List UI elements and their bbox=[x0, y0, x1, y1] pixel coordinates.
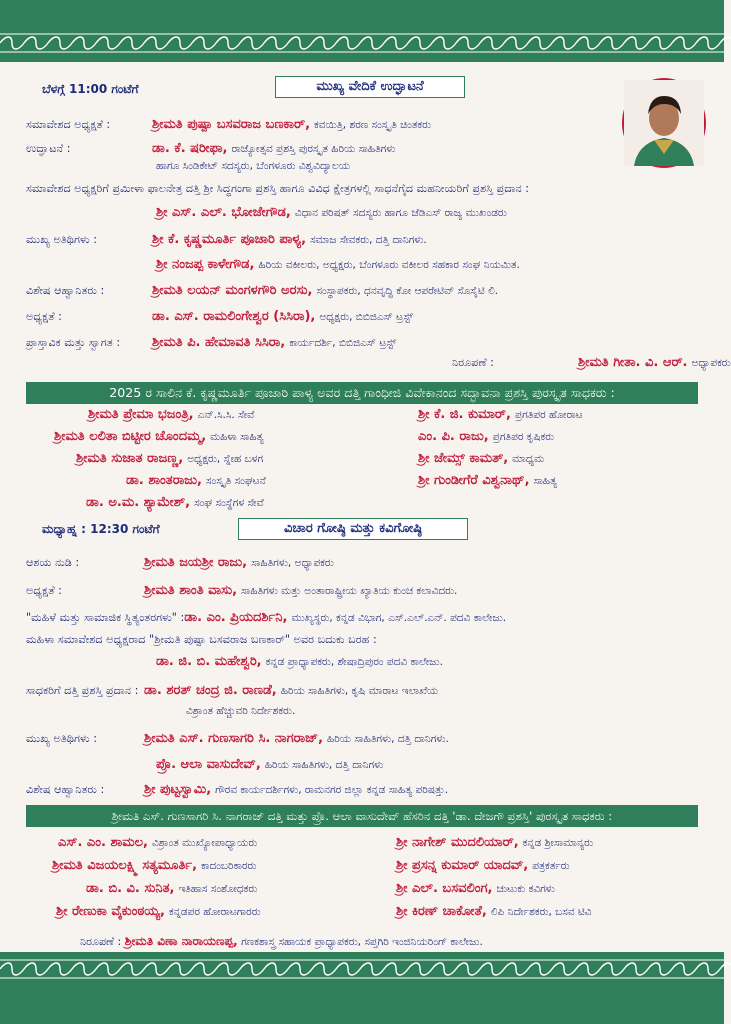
awardee-name: ಎಂ. ಪಿ. ರಾಜು, bbox=[418, 429, 489, 444]
row-label: ಮುಖ್ಯ ಅತಿಥಿಗಳು : bbox=[26, 732, 97, 745]
sec2-row bbox=[26, 632, 377, 648]
awardee-desc: ಮಾಧ್ಯಮ bbox=[512, 453, 545, 465]
awardee-desc: ಲಿಪಿ ನಿರ್ದೇಶಕರು, ಬಸವ ಟಿವಿ bbox=[490, 906, 592, 918]
awardee-name: ಶ್ರೀ ಎಲ್. ಬಸವಲಿಂಗ, bbox=[396, 881, 493, 896]
sec2-row bbox=[26, 583, 457, 599]
footer-name: ಶ್ರೀಮತಿ ವಿಣಾ ನಾರಾಯಣಪ್ಪ, bbox=[124, 934, 238, 948]
sec1-row bbox=[26, 257, 520, 273]
row-desc: ಹಿರಿಯ ವಕೀಲರು, ಅಧ್ಯಕ್ಷರು, ಬೆಂಗಳೂರು ವಕೀಲರ ಸಹಕಾರ ಸಂಘ ನಿಯಮಿತ. bbox=[258, 259, 520, 271]
awardee-name: ಶ್ರೀ ಗುಂಡೀಗೆರೆ ವಿಶ್ವನಾಥ್, bbox=[418, 473, 530, 488]
awardee-desc: ಸಾಹಿತ್ಯ bbox=[533, 475, 558, 487]
sec2-row bbox=[26, 555, 334, 571]
row-name: ಶ್ರೀ ಎಸ್. ಎಲ್. ಭೋಜೇಗೌಡ, bbox=[156, 205, 291, 220]
row-desc: ವಿಶ್ರಾಂತ ಹೆಚ್ಚುವರಿ ನಿರ್ದೇಶಕರು. bbox=[186, 705, 296, 717]
awardee-desc: ಸಂಘ ಸಂಸ್ಥೆಗಳ ಸೇವೆ bbox=[194, 497, 264, 509]
row-desc: ಹಿರಿಯ ಸಾಹಿತಿಗಳು, ದತ್ತಿ ದಾನಿಗಳು. bbox=[327, 733, 449, 745]
row-desc: ಸಂಸ್ಥಾಪಕರು, ಧನವೃದ್ಧಿ ಕೋ ಆಪರೇಟಿವ್ ಸೊಸೈಟಿ ಲಿ. bbox=[316, 285, 499, 297]
awardee-name: ಶ್ರೀಮತಿ ಲಲಿತಾ ಬಿಟ್ಟೀರ ಚೊಂದಮ್ಮ, bbox=[54, 429, 207, 444]
sec1-row bbox=[26, 309, 413, 325]
row-desc: ಕಾರ್ಯದರ್ಶಿ, ಬಿಬಿಜಿಎಸ್ ಟ್ರಸ್ಟ್ bbox=[289, 337, 397, 349]
row-desc: ಹಿರಿಯ ಸಾಹಿತಿಗಳು, ದತ್ತಿ ದಾನಿಗಳು bbox=[264, 759, 384, 771]
awardee-desc: ಕಾದಂಬರಿಕಾರರು bbox=[201, 860, 257, 872]
awardee-desc: ಕನ್ನಡ ಶ್ರೀಸಾಮಾನ್ಯರು bbox=[522, 837, 594, 849]
awardee-desc: ಕನ್ನಡಪರ ಹೋರಾಟಗಾರರು bbox=[168, 906, 261, 918]
row-desc: ಗೌರವ ಕಾರ್ಯದರ್ಶಿಗಳು, ರಾಮನಗರ ಜಿಲ್ಲಾ ಕನ್ನಡ ಸಾಹಿತ್ಯ ಪರಿಷತ್ತು. bbox=[215, 784, 449, 796]
sec1-row bbox=[26, 335, 396, 351]
row-label: ಉದ್ಘಾಟನೆ : bbox=[26, 142, 71, 155]
row-desc: ಅಧ್ಯಾಪಕರು bbox=[691, 357, 731, 369]
awardee-desc: ವಿಶ್ರಾಂತ ಮುಖ್ಯೋಪಾಧ್ಯಾಯರು bbox=[151, 837, 258, 849]
session2-heading: ವಿಚಾರ ಗೋಷ್ಠಿ ಮತ್ತು ಕವಿಗೋಷ್ಠಿ bbox=[238, 518, 468, 540]
awardee-name: ಡಾ. ಬಿ. ವಿ. ಸುನಿತ, bbox=[86, 881, 175, 896]
row-desc: ಕನ್ನಡ ಪ್ರಾಧ್ಯಾಪಕರು, ಶೇಷಾದ್ರಿಪುರಂ ಪದವಿ ಕಾಲೇಜು. bbox=[265, 656, 443, 668]
row-desc: ಸಾಹಿತಿಗಳು, ಅಧ್ಯಾಪಕರು bbox=[251, 557, 334, 569]
award1-right-awardee bbox=[418, 429, 554, 445]
row-desc: ಸಾಹಿತಿಗಳು ಮತ್ತು ಅಂತಾರಾಷ್ಟ್ರೀಯ ಖ್ಯಾತಿಯ ಕುಂಚ ಕಲಾವಿದರು. bbox=[241, 585, 458, 597]
sec2-row bbox=[26, 654, 443, 670]
awardee-name: ಶ್ರೀಮತಿ ವಿಜಯಲಕ್ಷ್ಮಿ ಸತ್ಯಮೂರ್ತಿ, bbox=[52, 858, 198, 873]
awardee-name: ಎಸ್. ಎಂ. ಶಾಮಲ, bbox=[58, 835, 148, 850]
sec1-row bbox=[26, 181, 529, 197]
award1-left-awardee bbox=[88, 407, 254, 423]
session1-heading: ಮುಖ್ಯ ವೇದಿಕೆ ಉದ್ಘಾಟನೆ bbox=[275, 76, 465, 98]
row-desc: ಹಿರಿಯ ಸಾಹಿತಿಗಳು, ಕೃಷಿ ಮಾರಾಟ ಇಲಾಖೆಯ bbox=[280, 685, 439, 697]
vine-ornament-top bbox=[0, 32, 724, 54]
row-name: ಡಾ. ಎಸ್. ರಾಮಲಿಂಗೇಶ್ವರ (ಸಿಸಿರಾ), bbox=[152, 309, 316, 324]
row-name: ಶ್ರೀಮತಿ ಪುಷ್ಪಾ ಬಸವರಾಜ ಬಣಕಾರ್, bbox=[152, 117, 311, 132]
chief-guest-photo bbox=[622, 78, 706, 168]
row-name: ಶ್ರೀಮತಿ ಜಯಶ್ರೀ ರಾಜು, bbox=[144, 555, 248, 570]
sec1-row bbox=[26, 232, 427, 248]
row-name: ಡಾ. ಶರತ್ ಚಂದ್ರ ಜಿ. ರಾಣಡೆ, bbox=[144, 683, 277, 698]
bottom-border-band bbox=[0, 952, 724, 1024]
award2-left-awardee bbox=[56, 904, 261, 920]
sec1-row bbox=[26, 205, 507, 221]
award1-left-awardee bbox=[86, 495, 264, 511]
row-name: ಡಾ. ಕೆ. ಷರೀಫಾ, bbox=[152, 141, 228, 156]
footer-desc: ಗಣಕಶಾಸ್ತ್ರ ಸಹಾಯಕ ಪ್ರಾಧ್ಯಾಪಕರು, ಸಪ್ತಗಿರಿ ಇಂಜಿನಿಯರಿಂಗ್ ಕಾಲೇಜು. bbox=[241, 936, 483, 948]
awardee-name: ಶ್ರೀ ಪ್ರಸನ್ನ ಕುಮಾರ್ ಯಾದವ್, bbox=[396, 858, 529, 873]
top-border-band bbox=[0, 0, 724, 62]
sec1-row bbox=[26, 141, 395, 157]
award2-right-awardee bbox=[396, 904, 592, 920]
award1-left-awardee bbox=[76, 451, 263, 467]
row-label: ಸಮಾವೇಶದ ಅಧ್ಯಕ್ಷರಿಗೆ ಪ್ರಮೀಳಾ ಫಾಲನೇತ್ರ ದತ್ತಿ ಶ್ರೀ ಸಿದ್ಧಗಂಗಾ ಪ್ರಶಸ್ತಿ ಹಾಗೂ ವಿವಿಧ ಕ್ಷೇತ್ರಗಳಲ್ಲಿ ಸಾಧನೆಗೈದ ಮಹನೀಯರಿಗೆ ಪ್ರಶಸ್ತಿ ಪ್ರದಾನ : bbox=[26, 182, 530, 195]
award1-banner: 2025 ರ ಸಾಲಿನ ಕೆ. ಕೃಷ್ಣಮೂರ್ತಿ ಪೂಜಾರಿ ಪಾಳ್ಯ ಅವರ ದತ್ತಿ ಗಾಂಧೀಜಿ ವಿವೇಕಾನಂದ ಸದ್ಭಾವನಾ ಪ್ರಶಸ್ತಿ ಪುರಸ್ಕೃತ ಸಾಧಕರು : bbox=[26, 382, 698, 404]
row-name: ಡಾ. ಜಿ. ಬಿ. ಮಹೇಶ್ವರಿ, bbox=[156, 654, 262, 669]
awardee-name: ಡಾ. ಶಾಂತರಾಜು, bbox=[126, 473, 202, 488]
award1-left-awardee bbox=[54, 429, 264, 445]
row-label: ನಿರೂಪಣೆ : bbox=[452, 356, 494, 369]
awardee-desc: ಸಂಸ್ಕೃತಿ ಸಂಘಟನೆ bbox=[205, 475, 266, 487]
sec2-row bbox=[26, 683, 438, 699]
awardee-desc: ಪ್ರಗತಿಪರ ಹೋರಾಟ bbox=[514, 409, 583, 421]
award1-left-awardee bbox=[126, 473, 266, 489]
awardee-name: ಶ್ರೀ ನಾಗೇಶ್ ಮುದಲಿಯಾರ್, bbox=[396, 835, 519, 850]
sec2-row bbox=[26, 757, 383, 773]
sec2-row bbox=[26, 703, 295, 719]
row-desc: ಮುಖ್ಯಸ್ಥರು, ಕನ್ನಡ ವಿಭಾಗ, ಎಸ್.ಎಲ್.ಎನ್. ಪದವಿ ಕಾಲೇಜು. bbox=[291, 612, 507, 624]
awardee-desc: ಪ್ರಗತಿಪರ ಕೃಷಿಕರು bbox=[492, 431, 555, 443]
awardee-name: ಶ್ರೀ ಕಿರಣ್ ಚಾಕೋತೆ, bbox=[396, 904, 487, 919]
awardee-desc: ಚುಟುಕು ಕವಿಗಳು bbox=[496, 883, 555, 895]
sec1-row bbox=[452, 355, 731, 371]
row-desc: ರಾಜ್ಯೋತ್ಸವ ಪ್ರಶಸ್ತಿ ಪುರಸ್ಕೃತ ಹಿರಿಯ ಸಾಹಿತಿಗಳು bbox=[231, 143, 396, 155]
sec1-row bbox=[26, 283, 498, 299]
award2-left-awardee bbox=[58, 835, 257, 851]
row-label: ಅಧ್ಯಕ್ಷತೆ : bbox=[26, 584, 62, 597]
row-label: ವಿಶೇಷ ಆಹ್ವಾನಿತರು : bbox=[26, 783, 105, 796]
row-desc: ಹಾಗೂ ಸಿಂಡಿಕೇಟ್ ಸದಸ್ಯರು, ಬೆಂಗಳೂರು ವಿಶ್ವವಿದ್ಯಾಲಯ bbox=[156, 160, 351, 172]
row-desc: ಸಮಾಜ ಸೇವಕರು, ದತ್ತಿ ದಾನಿಗಳು. bbox=[310, 234, 427, 246]
row-label: ಮುಖ್ಯ ಅತಿಥಿಗಳು : bbox=[26, 233, 97, 246]
sec1-row bbox=[26, 117, 431, 133]
awardee-name: ಶ್ರೀ ಕೆ. ಜಿ. ಕುಮಾರ್, bbox=[418, 407, 511, 422]
awardee-desc: ಪತ್ರಕರ್ತರು bbox=[532, 860, 570, 872]
vine-ornament-bottom bbox=[0, 958, 724, 980]
row-desc: ಕವಯಿತ್ರಿ, ಶರಣ ಸಂಸ್ಕೃತಿ ಚಿಂತಕರು bbox=[314, 119, 432, 131]
row-label: ಸಮಾವೇಶದ ಅಧ್ಯಕ್ಷತೆ : bbox=[26, 118, 111, 131]
footer-anchor-row bbox=[80, 933, 483, 950]
award2-left-awardee bbox=[52, 858, 256, 874]
row-name: ಪ್ರೊ. ಆಲಾ ವಾಸುದೇವ್, bbox=[156, 757, 261, 772]
row-name: ಶ್ರೀಮತಿ ಪಿ. ಹೇಮಾವತಿ ಸಿಸಿರಾ, bbox=[152, 335, 286, 350]
award2-banner: ಶ್ರೀಮತಿ ಎಸ್. ಗುಣಸಾಗರಿ ಸಿ. ನಾಗರಾಜ್ ದತ್ತಿ ಮತ್ತು ಪ್ರೊ. ಆಲಾ ವಾಸುದೇವ್ ಹೆಸರಿನ ದತ್ತಿ 'ಡಾ. ದೇಜಗೌ ಪ್ರಶಸ್ತಿ' ಪುರಸ್ಕೃತ ಸಾಧಕರು : bbox=[26, 805, 698, 827]
award2-right-awardee bbox=[396, 881, 555, 897]
awardee-desc: ಮಹಿಳಾ ಸಾಹಿತ್ಯ bbox=[210, 431, 264, 443]
sec1-row bbox=[26, 158, 350, 174]
awardee-name: ಶ್ರೀಮತಿ ಪ್ರೇಮಾ ಭಜಂತ್ರಿ, bbox=[88, 407, 194, 422]
awardee-name: ಡಾ. ಅ.ಮ. ಶ್ಯಾಮೇಶ್, bbox=[86, 495, 191, 510]
row-name: ಶ್ರೀಮತಿ ಎಸ್. ಗುಣಸಾಗರಿ ಸಿ. ನಾಗರಾಜ್, bbox=[144, 731, 324, 746]
award1-right-awardee bbox=[418, 473, 557, 489]
awardee-desc: ಇತಿಹಾಸ ಸಂಶೋಧಕರು bbox=[178, 883, 258, 895]
row-label: ಪ್ರಾಸ್ತಾವಿಕ ಮತ್ತು ಸ್ವಾಗತ : bbox=[26, 336, 121, 349]
awardee-desc: ಎನ್.ಸಿ.ಸಿ. ಸೇವೆ bbox=[197, 409, 255, 421]
awardee-name: ಶ್ರೀ ರೇಣುಕಾ ವೈಕುಂಠಯ್ಯ, bbox=[56, 904, 165, 919]
row-name: ಶ್ರೀ ನಂಜಪ್ಪ ಕಾಳೇಗೌಡ, bbox=[156, 257, 255, 272]
awardee-name: ಶ್ರೀಮತಿ ಸುಜಾತ ರಾಜಣ್ಣ, bbox=[76, 451, 184, 466]
award1-right-awardee bbox=[418, 451, 544, 467]
sec2-row bbox=[26, 610, 506, 626]
row-label: ವಿಶೇಷ ಆಹ್ವಾನಿತರು : bbox=[26, 284, 105, 297]
row-desc: ಅಧ್ಯಕ್ಷರು, ಬಿಬಿಜಿಎಸ್ ಟ್ರಸ್ಟ್ bbox=[319, 311, 414, 323]
sec2-row bbox=[26, 782, 448, 798]
footer-label: ನಿರೂಪಣೆ : bbox=[80, 935, 122, 948]
award1-right-awardee bbox=[418, 407, 583, 423]
award2-right-awardee bbox=[396, 858, 570, 874]
row-name: ಶ್ರೀ ಕೆ. ಕೃಷ್ಣಮೂರ್ತಿ ಪೂಜಾರಿ ಪಾಳ್ಯ, bbox=[152, 232, 307, 247]
row-label: "ಮಹಿಳೆ ಮತ್ತು ಸಾಮಾಜಿಕ ಸ್ಥಿತ್ಯಂತರಗಳು" : bbox=[26, 611, 185, 624]
sec2-row bbox=[26, 731, 449, 747]
awardee-name: ಶ್ರೀ ಜೇಮ್ಸ್ ಕಾಮತ್, bbox=[418, 451, 509, 466]
row-label: ಆಶಯ ನುಡಿ : bbox=[26, 556, 80, 569]
row-label: ಸಾಧಕರಿಗೆ ದತ್ತಿ ಪ್ರಶಸ್ತಿ ಪ್ರದಾನ : bbox=[26, 684, 139, 697]
award2-right-awardee bbox=[396, 835, 593, 851]
row-name: ಡಾ. ಎಂ. ಪ್ರಿಯದರ್ಶಿನಿ, bbox=[184, 610, 288, 625]
row-name: ಶ್ರೀಮತಿ ಶಾಂತಿ ವಾಸು, bbox=[144, 583, 238, 598]
session2-time: ಮಧ್ಯಾಹ್ನ : 12:30 ಗಂಟೆಗೆ bbox=[42, 522, 160, 536]
row-label: ಅಧ್ಯಕ್ಷತೆ : bbox=[26, 310, 62, 323]
row-name: ಶ್ರೀಮತಿ ಲಯನ್ ಮಂಗಳಗೌರಿ ಅರಸು, bbox=[152, 283, 313, 298]
session1-time: ಬೆಳಗ್ಗೆ 11:00 ಗಂಟೆಗೆ bbox=[42, 82, 139, 96]
row-desc: ವಿಧಾನ ಪರಿಷತ್ ಸದಸ್ಯರು ಹಾಗೂ ಜೆಡಿಎಸ್ ರಾಜ್ಯ ಮುಖಂಡರು bbox=[294, 207, 507, 219]
awardee-desc: ಅಧ್ಯಕ್ಷರು, ಸ್ನೇಹ ಬಳಗ bbox=[187, 453, 264, 465]
row-name: ಶ್ರೀ ಪುಟ್ಟಸ್ವಾಮಿ, bbox=[144, 782, 212, 797]
row-label: ಮಹಿಳಾ ಸಮಾವೇಶದ ಅಧ್ಯಕ್ಷರಾದ "ಶ್ರೀಮತಿ ಪುಷ್ಪಾ ಬಸವರಾಜ ಬಣಕಾರ್" ಅವರ ಬದುಕು ಬರಹ : bbox=[26, 633, 377, 646]
row-name: ಶ್ರೀಮತಿ ಗೀತಾ. ವಿ. ಆರ್. bbox=[578, 355, 688, 370]
award2-left-awardee bbox=[86, 881, 257, 897]
